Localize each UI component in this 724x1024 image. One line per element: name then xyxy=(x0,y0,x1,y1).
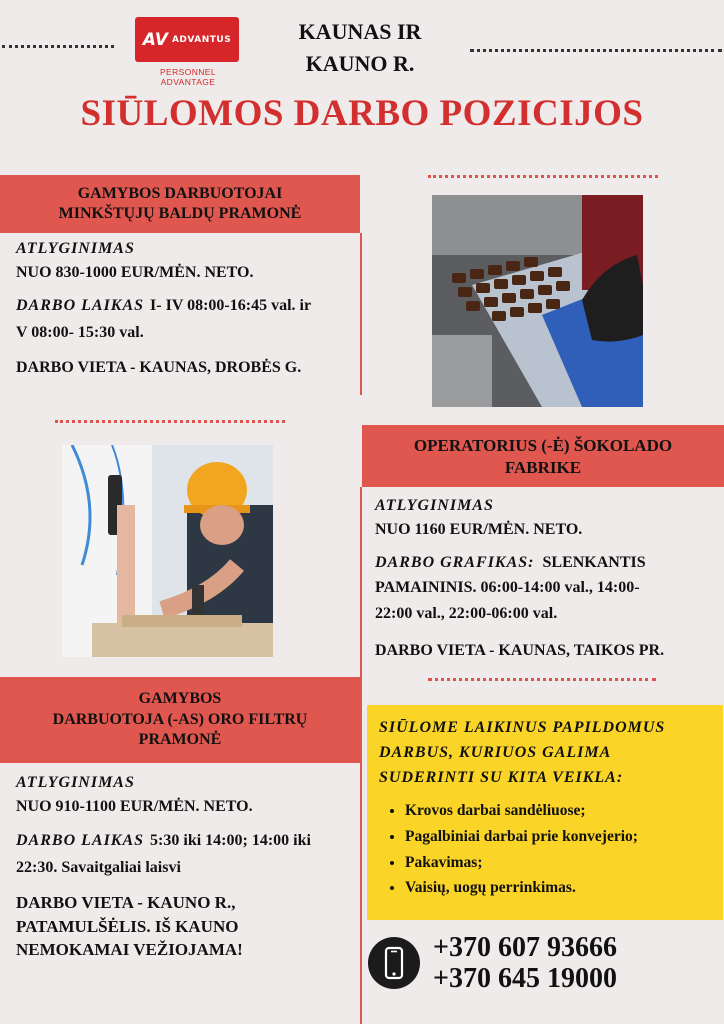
job2-salary-value: NUO 1160 EUR/MĖN. NETO. xyxy=(375,521,583,538)
job2-hours-value-3: 22:00 val., 22:00-06:00 val. xyxy=(375,604,558,622)
job2-hours-value-1: SLENKANTIS xyxy=(542,553,646,571)
job2-dotted-line-top xyxy=(428,175,658,178)
job3-hours-label: DARBO LAIKAS xyxy=(16,831,145,849)
mobile-phone-glyph xyxy=(368,937,420,989)
list-item: • Pakavimas; xyxy=(405,850,723,876)
job2-location: DARBO VIETA - KAUNAS, TAIKOS PR. xyxy=(375,642,665,660)
job3-hours-value-2: 22:30. Savaitgaliai laisvi xyxy=(16,859,181,877)
job1-hours-value-1: I- IV 08:00-16:45 val. ir xyxy=(150,296,312,314)
job1-location: DARBO VIETA - KAUNAS, DROBĖS G. xyxy=(16,358,302,376)
mobile-phone-icon xyxy=(368,937,420,989)
temp-jobs-heading xyxy=(367,705,723,790)
temp-jobs-heading-3: SUDERINTI SU KITA VEIKLA: xyxy=(379,768,624,786)
job1-title-bar xyxy=(0,175,360,233)
job3-hours-value-1: 5:30 iki 14:00; 14:00 iki xyxy=(150,831,311,849)
job3-salary-label: ATLYGINIMAS xyxy=(16,774,135,791)
job2-title-line-2: FABRIKE xyxy=(504,458,582,477)
header-dotted-line-right xyxy=(470,49,722,52)
job3-hours xyxy=(16,828,356,854)
job3-title-line-3: PRAMONĖ xyxy=(138,731,222,749)
job1-details xyxy=(16,240,356,380)
job3-location-line-3: NEMOKAMAI VEŽIOJAMA! xyxy=(16,940,243,960)
job2-left-border xyxy=(360,487,362,1024)
list-item: • Krovos darbai sandėliuose; xyxy=(405,798,723,824)
advantus-logo xyxy=(135,17,239,62)
job2-hours-value-2: PAMAININIS. 06:00-14:00 val., 14:00- xyxy=(375,579,640,597)
job2-title-bar xyxy=(362,427,724,487)
location-line-1: KAUNAS IR xyxy=(298,19,422,44)
worker-illustration xyxy=(62,445,273,657)
job1-dotted-line-bottom xyxy=(55,420,285,423)
job3-location xyxy=(16,891,356,962)
job2-dotted-line-bottom xyxy=(428,678,656,681)
phone-number-2[interactable]: +370 645 19000 xyxy=(433,963,617,995)
job1-hours-label: DARBO LAIKAS xyxy=(16,296,145,314)
job3-title-bar xyxy=(0,677,360,763)
worker-photo xyxy=(62,445,273,657)
job1-right-border xyxy=(360,233,362,395)
job1-title-line-2: MINKŠTŲJŲ BALDŲ PRAMONĖ xyxy=(58,205,302,222)
job1-title-line-1: GAMYBOS DARBUOTOJAI xyxy=(77,184,283,202)
job3-location-line-2: PATAMULŠĖLIS. IŠ KAUNO xyxy=(16,916,239,936)
contact-phones xyxy=(433,932,617,995)
advantus-logo-name: ADVANTUS xyxy=(171,34,232,45)
chocolate-factory-photo xyxy=(432,195,643,407)
job2-hours xyxy=(375,550,720,576)
chocolate-factory-illustration xyxy=(432,195,643,407)
job2-salary-label: ATLYGINIMAS xyxy=(375,497,494,514)
job1-salary-value: NUO 830-1000 EUR/MĖN. NETO. xyxy=(16,264,254,281)
temp-jobs-box xyxy=(367,705,723,920)
job2-hours-label: DARBO GRAFIKAS: xyxy=(375,553,535,571)
advantus-logo-mark: AV xyxy=(142,29,168,50)
location-heading xyxy=(260,16,460,80)
job1-hours xyxy=(16,293,356,319)
header-dotted-line-left xyxy=(2,45,114,48)
temp-jobs-list xyxy=(367,798,723,900)
temp-jobs-heading-2: DARBUS, KURIUOS GALIMA xyxy=(379,743,612,761)
job1-salary-label: ATLYGINIMAS xyxy=(16,240,135,257)
phone-number-1[interactable]: +370 607 93666 xyxy=(433,932,617,963)
list-item: • Pagalbiniai darbai prie konvejerio; xyxy=(405,824,723,850)
job3-salary-value: NUO 910-1100 EUR/MĖN. NETO. xyxy=(16,798,253,815)
location-line-2: KAUNO R. xyxy=(305,50,415,76)
page-title: SIŪLOMOS DARBO POZICIJOS xyxy=(80,93,644,134)
job3-title-line-1: GAMYBOS xyxy=(138,690,222,708)
logo-subtitle: PERSONNEL ADVANTAGE xyxy=(159,67,217,87)
job3-title-line-2: DARBUOTOJA (-AS) ORO FILTRŲ xyxy=(52,710,308,728)
job3-location-line-1: DARBO VIETA - KAUNO R., xyxy=(16,892,236,912)
job1-hours-value-2: V 08:00- 15:30 val. xyxy=(16,324,144,342)
job3-details xyxy=(16,774,356,962)
list-item: • Vaisių, uogų perrinkimas. xyxy=(405,875,723,901)
temp-jobs-heading-1: SIŪLOME LAIKINUS PAPILDOMUS xyxy=(379,719,666,736)
job2-title-line-1: OPERATORIUS (-Ė) ŠOKOLADO xyxy=(413,436,673,456)
job2-details xyxy=(375,497,720,664)
